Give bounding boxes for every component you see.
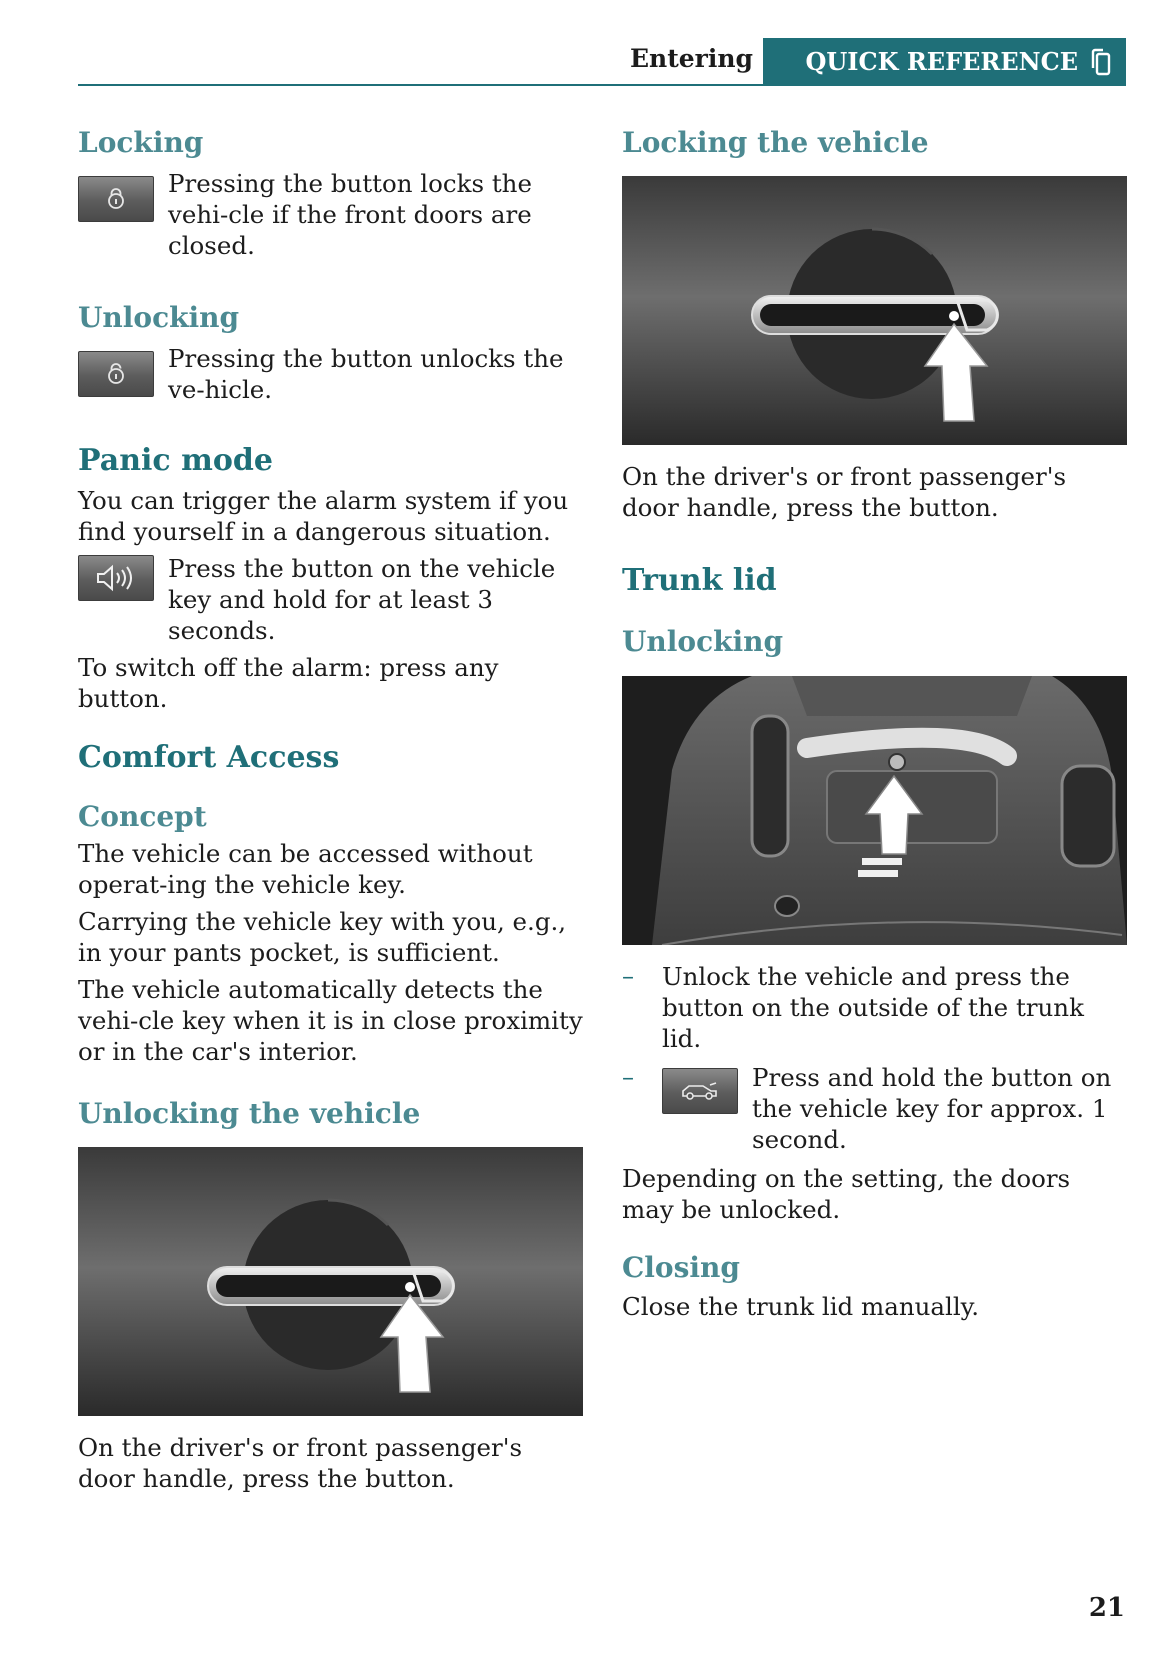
trunk-bullet-1-text: Unlock the vehicle and press the button on the outside of the trunk lid.: [662, 962, 1084, 1053]
trunk-bullet-1: [622, 961, 1127, 1054]
trunk-bullet-2-text: Press and hold the button on the vehicle key for approx. 1 second.: [752, 1063, 1112, 1154]
car-trunk-icon: [680, 1081, 720, 1101]
panic-button-text: Press the button on the vehicle key and hold for at least 3 seconds.: [168, 554, 556, 645]
trunk-lid-image: [622, 676, 1127, 945]
trunk-unlocking-heading: Unlocking: [622, 625, 784, 658]
car-rear-illustration: [622, 676, 1127, 945]
unlocking-vehicle-caption: On the driver's or front passenger's door handle, press the button.: [78, 1433, 523, 1493]
page-number: 21: [1088, 1593, 1125, 1623]
panic-mode-intro: You can trigger the alarm system if you find yourself in a dangerous situation.: [78, 486, 569, 546]
header-chapter-title: QUICK REFERENCE: [805, 47, 1078, 76]
header-section-title: Entering: [630, 44, 754, 73]
trunk-lid-heading: Trunk lid: [622, 563, 777, 598]
header-chapter-band: [763, 38, 1126, 85]
lock-button-image: [78, 176, 154, 222]
panic-row: [78, 553, 583, 646]
panic-switch-off-text: To switch off the alarm: press any button.: [78, 653, 499, 713]
closing-heading: Closing: [622, 1251, 740, 1284]
closing-text: Close the trunk lid manually.: [622, 1292, 980, 1321]
trunk-button-image: [662, 1068, 738, 1114]
locking-text: Pressing the button locks the vehi‐cle if the front doors are closed.: [168, 169, 532, 260]
quick-reference-icon: [1090, 47, 1112, 77]
lock-icon: [105, 187, 127, 211]
comfort-access-heading: Comfort Access: [78, 740, 340, 775]
unlock-button-image: [78, 351, 154, 397]
locking-vehicle-heading: Locking the vehicle: [622, 126, 929, 159]
unlock-icon: [105, 362, 127, 386]
locking-vehicle-caption: On the driver's or front passenger's door handle, press the button.: [622, 462, 1067, 522]
door-handle-image-locking: [622, 176, 1127, 445]
unlocking-vehicle-heading: Unlocking the vehicle: [78, 1097, 421, 1130]
concept-paragraph-2: Carrying the vehicle key with you, e.g., in your pants pocket, is sufficient.: [78, 907, 567, 967]
unlocking-heading: Unlocking: [78, 301, 240, 334]
concept-paragraph-3: The vehicle automatically detects the vehi‐cle key when it is in close proximity or in the car's interior.: [78, 975, 583, 1066]
door-handle-illustration: [78, 1147, 583, 1416]
speaker-icon: [94, 564, 138, 592]
trunk-bullet-2: [622, 1062, 1127, 1155]
unlocking-text: Pressing the button unlocks the ve‐hicle.: [168, 344, 564, 404]
locking-row: [78, 169, 583, 261]
concept-heading: Concept: [78, 800, 207, 833]
bullet-dash: –: [622, 962, 634, 990]
left-column: [78, 126, 583, 1494]
panic-button-image: [78, 555, 154, 601]
door-handle-illustration: [622, 176, 1127, 445]
door-handle-image-unlocking: [78, 1147, 583, 1416]
unlocking-row: [78, 344, 583, 405]
panic-mode-heading: Panic mode: [78, 443, 273, 478]
concept-paragraph-1: The vehicle can be accessed without operat‐ing the vehicle key.: [78, 839, 533, 899]
locking-heading: Locking: [78, 126, 204, 159]
trunk-depending-text: Depending on the setting, the doors may be unlocked.: [622, 1164, 1071, 1224]
bullet-dash: –: [622, 1063, 634, 1091]
right-column: [622, 126, 1127, 1322]
